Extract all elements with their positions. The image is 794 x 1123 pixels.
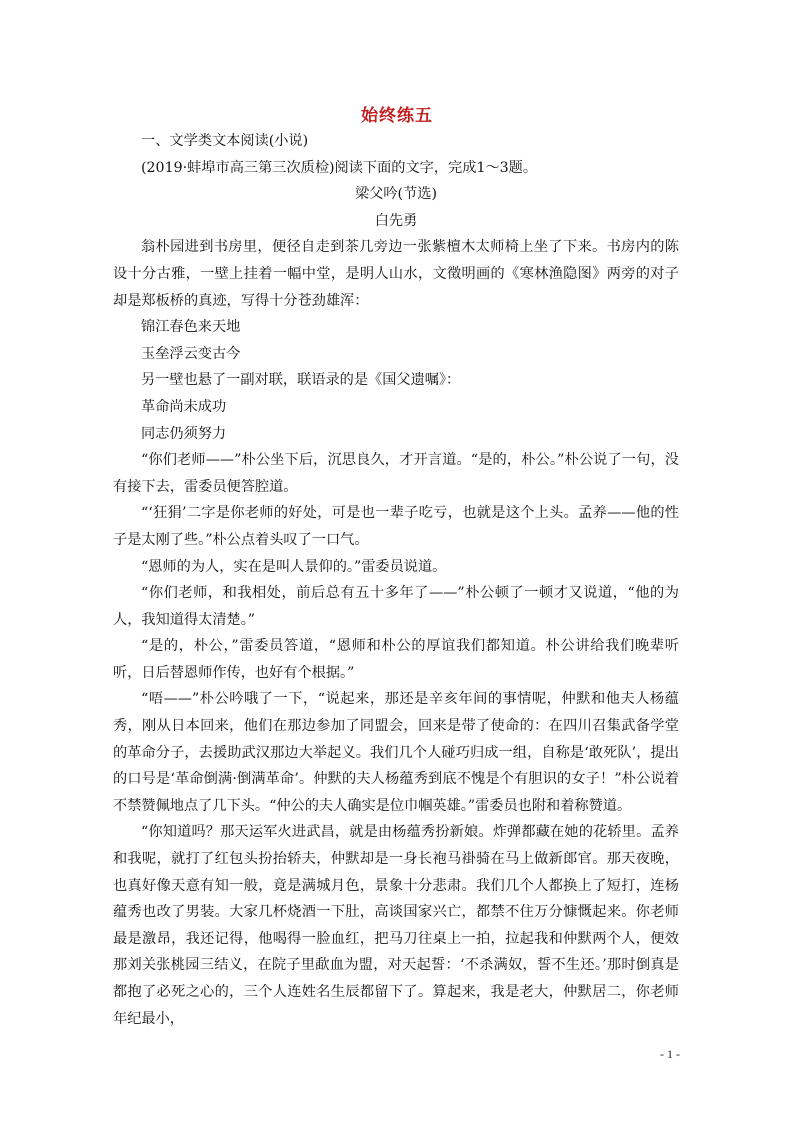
couplet-line: 革命尚未成功	[141, 398, 227, 415]
page-number: - 1 -	[660, 1047, 680, 1061]
couplet-line: 锦江春色来天地	[141, 319, 241, 336]
paragraph: 另一壁也悬了一副对联，联语录的是《国父遗嘱》：	[141, 372, 461, 389]
paragraph: “你们老师，和我相处，前后总有五十多年了——”朴公顿了一顿才又说道，“他的为人，我知道得太清楚。”	[113, 585, 679, 628]
paragraph: “唔——”朴公吟哦了一下，“说起来，那还是辛亥年间的事情呢，仲默和他夫人杨蕴秀，刚从日本回来，他们在那边参加了同盟会，回来是带了使命的：在四川召集武备学堂的革命分子，去援助武汉那边大举起义。我们几个人碰巧归成一组，自称是‘敢死队’，提出的口号是‘革命倒满·倒满革命’。仲默的夫人杨蕴秀到底不愧是个有胆识的女子！”朴公说着不禁赞佩地点了几下头。“仲公的夫人确实是位巾帼英雄。”雷委员也附和着称赞道。	[113, 691, 679, 814]
author-name: 白先勇	[374, 212, 418, 229]
source-note: (2019·蚌埠市高三第三次质检)阅读下面的文字，完成1～3题。	[141, 159, 538, 176]
paragraph: “你知道吗？那天运军火进武昌，就是由杨蕴秀扮新娘。炸弹都藏在她的花轿里。孟养和我呢，就打了红包头扮抬轿夫，仲默却是一身长袍马褂骑在马上做新郎官。那天夜晚，也真好像天意有知一般，竟是满城月色，景象十分悲肃。我们几个人都换上了短打，连杨蕴秀也改了男装。大家几杯烧酒一下肚，高谈国家兴亡，都禁不住万分慷慨起来。你老师最是激昂，我还记得，他喝得一脸血红，把马刀往桌上一拍，拉起我和仲默两个人，便效那刘关张桃园三结义，在院子里歃血为盟，对天起誓：‘不杀满奴，誓不生还。’那时倒真是都抱了必死之心的，三个人连姓名生辰都留下了。算起来，我是老大，仲默居二，你老师年纪最小，	[113, 824, 679, 1027]
paragraph: “恩师的为人，实在是叫人景仰的。”雷委员说道。	[141, 558, 447, 575]
document-title: 始终练五	[361, 106, 433, 126]
paragraph: “是的，朴公，”雷委员答道，“恩师和朴公的厚谊我们都知道。朴公讲给我们晚辈听听，日后替恩师作传，也好有个根据。”	[113, 638, 679, 681]
story-title: 梁父吟(节选)	[354, 186, 437, 203]
paragraph: “‘狂狷’二字是你老师的好处，可是也一辈子吃亏，也就是这个上头。孟养——他的性子是太刚了些。”朴公点着头叹了一口气。	[113, 505, 679, 548]
section-heading: 一、文学类文本阅读(小说)	[141, 133, 309, 149]
document-body	[113, 128, 679, 1032]
paragraph: “你们老师——”朴公坐下后，沉思良久，才开言道。“是的，朴公。”朴公说了一句，没有接下去，雷委员便答腔道。	[113, 452, 679, 495]
couplet-line: 玉垒浮云变古今	[141, 345, 241, 362]
paragraph: 翁朴园进到书房里，便径自走到茶几旁边一张紫檀木太师椅上坐了下来。书房内的陈设十分古雅，一壁上挂着一幅中堂，是明人山水，文徵明画的《寒林渔隐图》两旁的对子却是郑板桥的真迹，写得十分苍劲雄浑：	[113, 239, 679, 309]
couplet-line: 同志仍须努力	[141, 425, 227, 442]
